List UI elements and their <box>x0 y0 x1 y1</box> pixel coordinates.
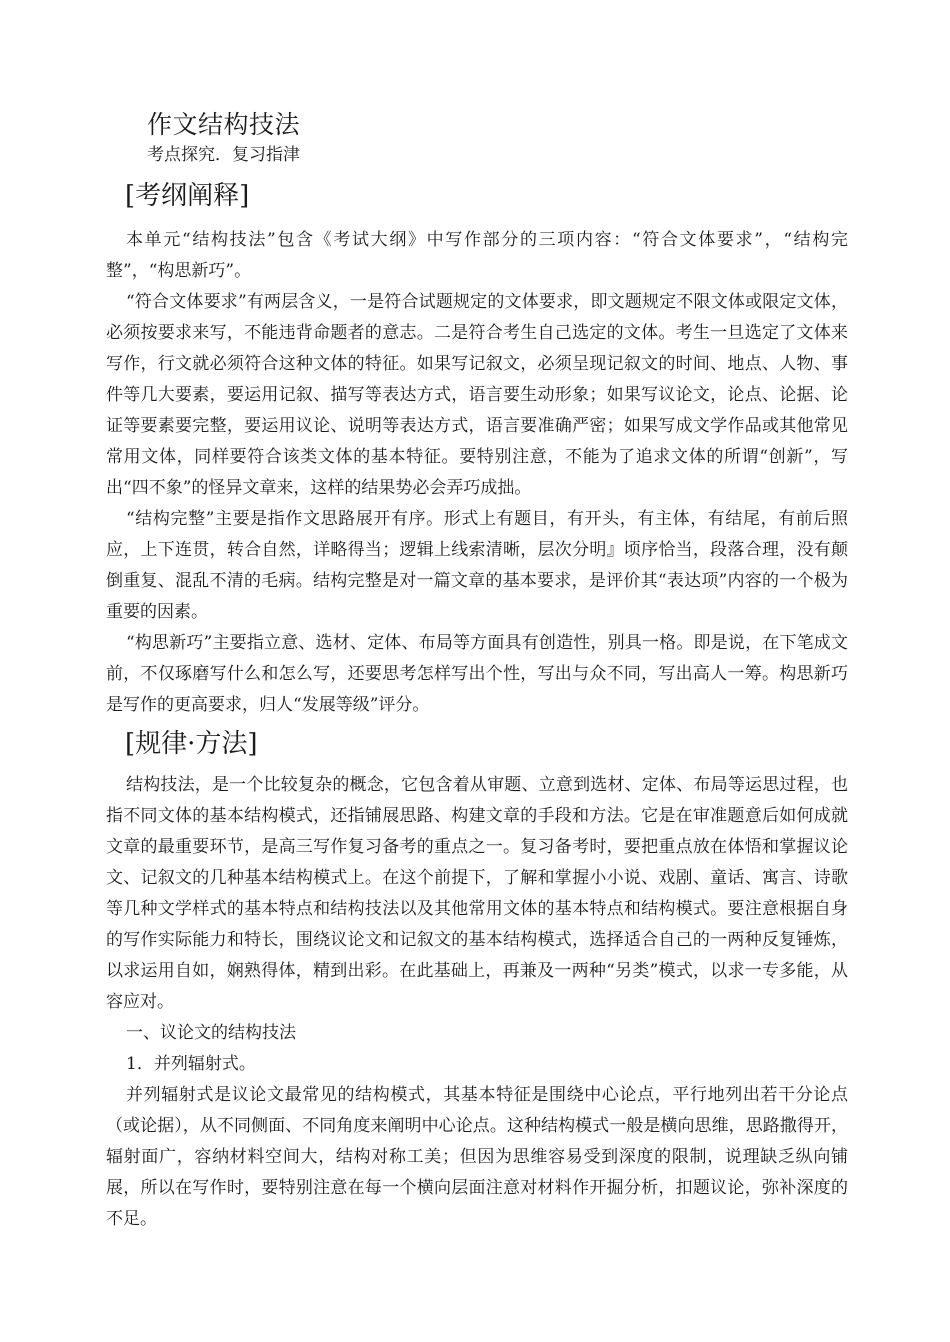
paragraph: 结构技法，是一个比较复杂的概念，它包含着从审题、立意到选材、定体、布局等运思过程，也指不同文体的基本结构模式，还指铺展思路、构建文章的手段和方法。它是在审准题意后如何成就文章的最重要环节，是高三写作复习备考的重点之一。复习备考时，要把重点放在体悟和掌握议论文、记叙文的几种基本结构模式上。在这个前提下，了解和掌握小小说、戏剧、童话、寓言、诗歌等几种文学样式的基本特点和结构技法以及其他常用文体的基本特点和结构模式。要注意根据自身的写作实际能力和特长，围绕议论文和记叙文的基本结构模式，选择适合自己的一两种反复锤炼，以求运用自如，娴熟得体，精到出彩。在此基础上，再兼及一两种“另类”模式，以求一专多能，从容应对。 <box>106 775 848 1012</box>
section-body-outline <box>106 225 848 721</box>
subheading: 一、议论文的结构技法 <box>126 1023 296 1043</box>
paragraph: 并列辐射式是议论文最常见的结构模式，其基本特征是围绕中心论点，平行地列出若干分论点（或论据），从不同侧面、不同角度来阐明中心论点。这种结构模式一般是横向思维，思路撒得开，辐射面广，容纳材料空间大，结构对称工美；但因为思维容易受到深度的限制，说理缺乏纵向铺展，所以在写作时，要特别注意在每一个横向层面注意对材料作开掘分析，扣题议论，弥补深度的不足。 <box>106 1085 848 1229</box>
item-title: 1．并列辐射式。 <box>126 1054 256 1074</box>
section-body-methods <box>106 770 848 1235</box>
paragraph: “结构完整”主要是指作文思路展开有序。形式上有题目，有开头，有主体，有结尾，有前后照应，上下连贯，转合自然，详略得当；逻辑上线索清晰，层次分明』顷序恰当，段落合理，没有颠倒重复、混乱不清的毛病。结构完整是对一篇文章的基本要求，是评价其“表达项”内容的一个极为重要的因素。 <box>106 509 848 622</box>
paragraph: “符合文体要求”有两层含义，一是符合试题规定的文体要求，即文题规定不限文体或限定文体，必须按要求来写，不能违背命题者的意志。二是符合考生自己选定的文体。考生一旦选定了文体来写作，行文就必须符合这种文体的特征。如果写记叙文，必须呈现记叙文的时间、地点、人物、事件等几大要素，要运用记叙、描写等表达方式，语言要生动形象；如果写议论文，论点、论据、论证等要素要完整，要运用议论、说明等表达方式，语言要准确严密；如果写成文学作品或其他常见常用文体，同样要符合该类文体的基本特征。要特别注意，不能为了追求文体的所谓“创新”，写出“四不象”的怪异文章来，这样的结果势必会弄巧成拙。 <box>106 292 848 498</box>
section-heading-outline: [考纲阐释] <box>125 181 250 211</box>
document-title: 作文结构技法 <box>147 110 301 139</box>
document-subtitle: 考点探究．复习指津 <box>147 145 300 165</box>
paragraph: “构思新巧”主要指立意、选材、定体、布局等方面具有创造性，别具一格。即是说，在下笔成文前，不仅琢磨写什么和怎么写，还要思考怎样写出个性，写出与众不同，写出高人一筹。构思新巧是写作的更高要求，归人“发展等级”评分。 <box>106 633 848 715</box>
section-heading-methods: [规律·方法] <box>125 729 258 759</box>
paragraph: 本单元“结构技法”包含《考试大纲》中写作部分的三项内容：“符合文体要求”，“结构完整”，“构思新巧”。 <box>106 230 848 281</box>
